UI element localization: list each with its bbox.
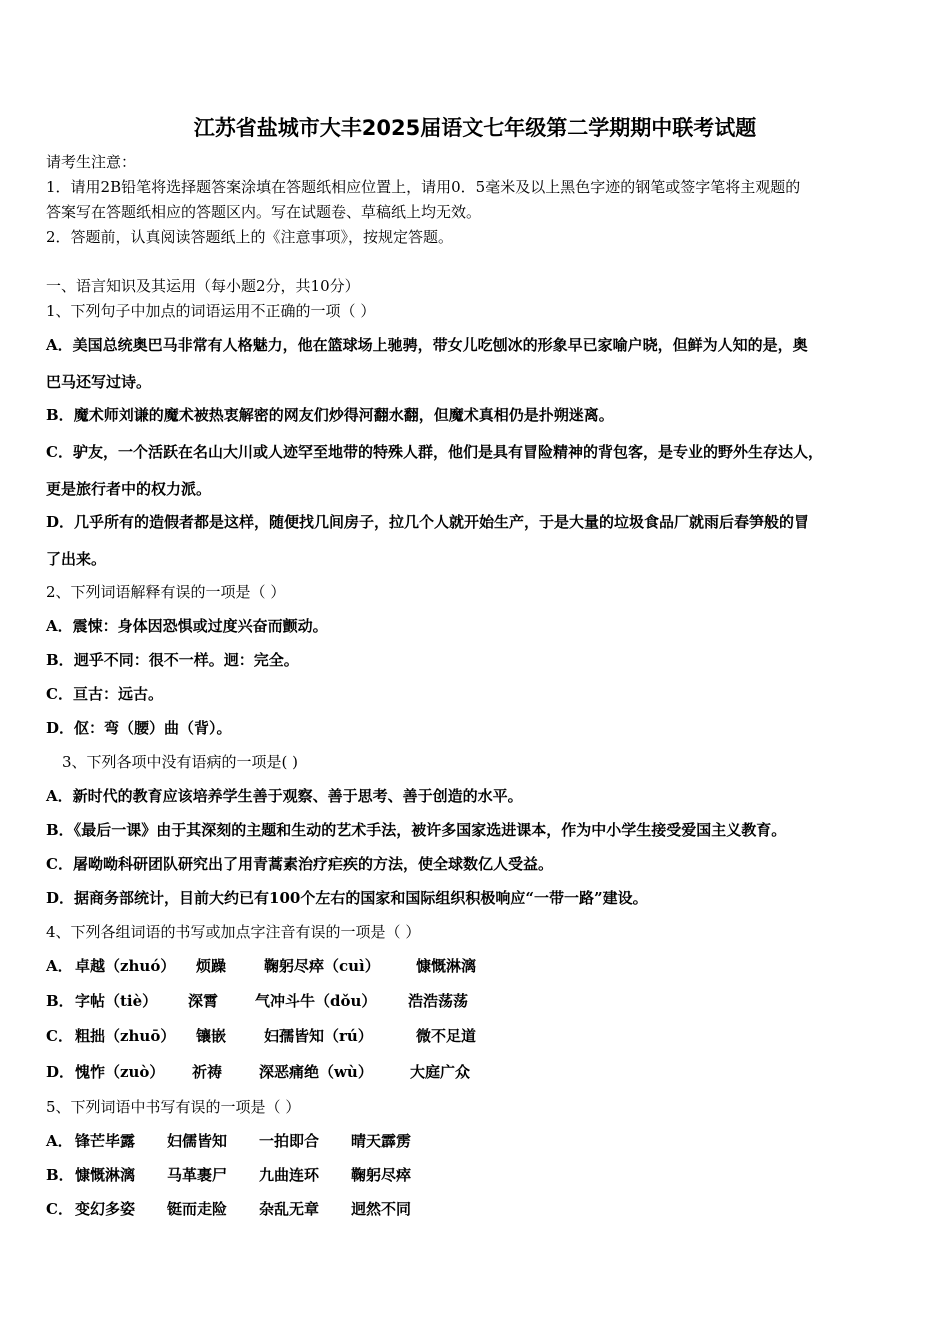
option-word-3: 气冲斗牛（dǒu） bbox=[255, 992, 377, 1010]
option-word-1: 锋芒毕露 bbox=[75, 1132, 136, 1150]
option-word-2: 烦躁 bbox=[196, 957, 227, 975]
option-word-3: 一拍即合 bbox=[259, 1132, 320, 1150]
option-word-1: 慷慨淋漓 bbox=[75, 1166, 136, 1184]
question-1-option-a-cont: 巴马还写过诗。 bbox=[46, 373, 152, 391]
option-label: B． bbox=[46, 992, 74, 1010]
option-word-2: 马革裹尸 bbox=[167, 1166, 228, 1184]
page-title: 江苏省盐城市大丰2025届语文七年级第二学期期中联考试题 bbox=[193, 116, 757, 140]
option-word-1: 变幻多姿 bbox=[75, 1200, 136, 1218]
option-text: 《最后一课》由于其深刻的主题和生动的艺术手法，被许多国家选进课本，作为中小学生接受爱国主义教育。 bbox=[73, 821, 787, 839]
section-heading: 一、语言知识及其运用（每小题2分，共10分） bbox=[46, 277, 360, 295]
option-label: D． bbox=[46, 513, 75, 531]
option-label: A． bbox=[46, 957, 73, 975]
question-1-option-c-cont: 更是旅行者中的权力派。 bbox=[46, 480, 212, 498]
question-3-stem: 3、下列各项中没有语病的一项是( ) bbox=[62, 753, 299, 771]
question-1-option-a bbox=[46, 336, 808, 354]
option-text: 据商务部统计，目前大约已有100个左右的国家和国际组织积极响应“一带一路”建设。 bbox=[74, 889, 648, 907]
option-label: B． bbox=[46, 1166, 74, 1184]
option-label: C． bbox=[46, 1027, 73, 1045]
option-text: 伛：弯（腰）曲（背）。 bbox=[74, 719, 232, 737]
option-label: B． bbox=[46, 406, 74, 424]
option-label: C． bbox=[46, 855, 73, 873]
option-label: C． bbox=[46, 443, 73, 461]
question-1-option-d bbox=[46, 513, 809, 531]
question-1-stem: 1、下列句子中加点的词语运用不正确的一项（ ） bbox=[46, 302, 376, 320]
option-label: C． bbox=[46, 685, 73, 703]
option-word-1: 字帖（tiè） bbox=[75, 992, 158, 1010]
question-3-option-b bbox=[46, 821, 786, 839]
option-word-4: 迥然不同 bbox=[351, 1200, 412, 1218]
question-3-option-a bbox=[46, 787, 523, 805]
question-5-stem: 5、下列词语中书写有误的一项是（ ） bbox=[46, 1098, 301, 1116]
question-4-stem: 4、下列各组词语的书写或加点字注音有误的一项是（ ） bbox=[46, 923, 421, 941]
option-word-2: 镶嵌 bbox=[196, 1027, 227, 1045]
option-word-4: 浩浩荡荡 bbox=[408, 992, 469, 1010]
option-label: A． bbox=[46, 787, 73, 805]
option-word-2: 铤而走险 bbox=[167, 1200, 228, 1218]
option-text: 亘古：远古。 bbox=[72, 685, 163, 703]
question-2-option-b bbox=[46, 651, 299, 669]
option-word-4: 慷慨淋漓 bbox=[416, 957, 477, 975]
question-2-stem: 2、下列词语解释有误的一项是（ ） bbox=[46, 583, 286, 601]
option-label: B． bbox=[46, 821, 74, 839]
notice-item-1-cont: 答案写在答题纸相应的答题区内。写在试题卷、草稿纸上均无效。 bbox=[46, 203, 482, 221]
option-text: 迥乎不同：很不一样。迥：完全。 bbox=[73, 651, 299, 669]
option-label: C． bbox=[46, 1200, 73, 1218]
notice-item-2: 2．答题前，认真阅读答题纸上的《注意事项》，按规定答题。 bbox=[46, 228, 454, 246]
option-word-3: 九曲连环 bbox=[259, 1166, 320, 1184]
notice-heading: 请考生注意： bbox=[46, 153, 137, 171]
option-text: 魔术师刘谦的魔术被热衷解密的网友们炒得河翻水翻，但魔术真相仍是扑朔迷离。 bbox=[73, 406, 614, 424]
option-word-2: 深霄 bbox=[188, 992, 219, 1010]
notice-item-1: 1．请用2B铅笔将选择题答案涂填在答题纸相应位置上，请用0．5毫米及以上黑色字迹的钢笔或签字笔将主观题的 bbox=[46, 178, 801, 196]
option-word-3: 深恶痛绝（wù） bbox=[259, 1063, 373, 1081]
option-text: 几乎所有的造假者都是这样，随便找几间房子，拉几个人就开始生产，于是大量的垃圾食品厂就雨后春笋般的冒 bbox=[74, 513, 810, 531]
option-word-4: 晴天霹雳 bbox=[351, 1132, 412, 1150]
question-2-option-d bbox=[46, 719, 232, 737]
option-text: 新时代的教育应该培养学生善于观察、善于思考、善于创造的水平。 bbox=[72, 787, 523, 805]
question-3-option-d bbox=[46, 889, 648, 907]
option-word-1: 愧怍（zuò） bbox=[75, 1063, 165, 1081]
option-word-2: 妇儒皆知 bbox=[167, 1132, 228, 1150]
option-text: 震悚：身体因恐惧或过度兴奋而颤动。 bbox=[72, 617, 328, 635]
option-word-4: 大庭广众 bbox=[410, 1063, 471, 1081]
question-2-option-c bbox=[46, 685, 163, 703]
question-1-option-b bbox=[46, 406, 614, 424]
question-2-option-a bbox=[46, 617, 328, 635]
question-3-option-c bbox=[46, 855, 553, 873]
option-label: A． bbox=[46, 336, 73, 354]
option-label: D． bbox=[46, 889, 75, 907]
option-text: 屠呦呦科研团队研究出了用青蒿素治疗疟疾的方法，使全球数亿人受益。 bbox=[72, 855, 553, 873]
question-1-option-d-cont: 了出来。 bbox=[46, 550, 107, 568]
option-label: D． bbox=[46, 719, 75, 737]
option-word-3: 妇孺皆知（rú） bbox=[264, 1027, 373, 1045]
option-word-3: 鞠躬尽瘁（cuì） bbox=[264, 957, 380, 975]
option-text: 驴友，一个活跃在名山大川或人迹罕至地带的特殊人群，他们是具有冒险精神的背包客，是专业的野外生存达人， bbox=[72, 443, 823, 461]
option-word-1: 卓越（zhuó） bbox=[75, 957, 176, 975]
option-label: A． bbox=[46, 1132, 73, 1150]
option-word-4: 鞠躬尽瘁 bbox=[351, 1166, 412, 1184]
question-1-option-c bbox=[46, 443, 823, 461]
option-text: 美国总统奥巴马非常有人格魅力，他在篮球场上驰骋，带女儿吃刨冰的形象早已家喻户晓，但鲜为人知的是，奥 bbox=[72, 336, 808, 354]
option-label: B． bbox=[46, 651, 74, 669]
option-label: D． bbox=[46, 1063, 75, 1081]
option-word-3: 杂乱无章 bbox=[259, 1200, 320, 1218]
option-word-2: 祈祷 bbox=[192, 1063, 223, 1081]
option-label: A． bbox=[46, 617, 73, 635]
option-word-1: 粗拙（zhuō） bbox=[75, 1027, 176, 1045]
option-word-4: 微不足道 bbox=[416, 1027, 477, 1045]
